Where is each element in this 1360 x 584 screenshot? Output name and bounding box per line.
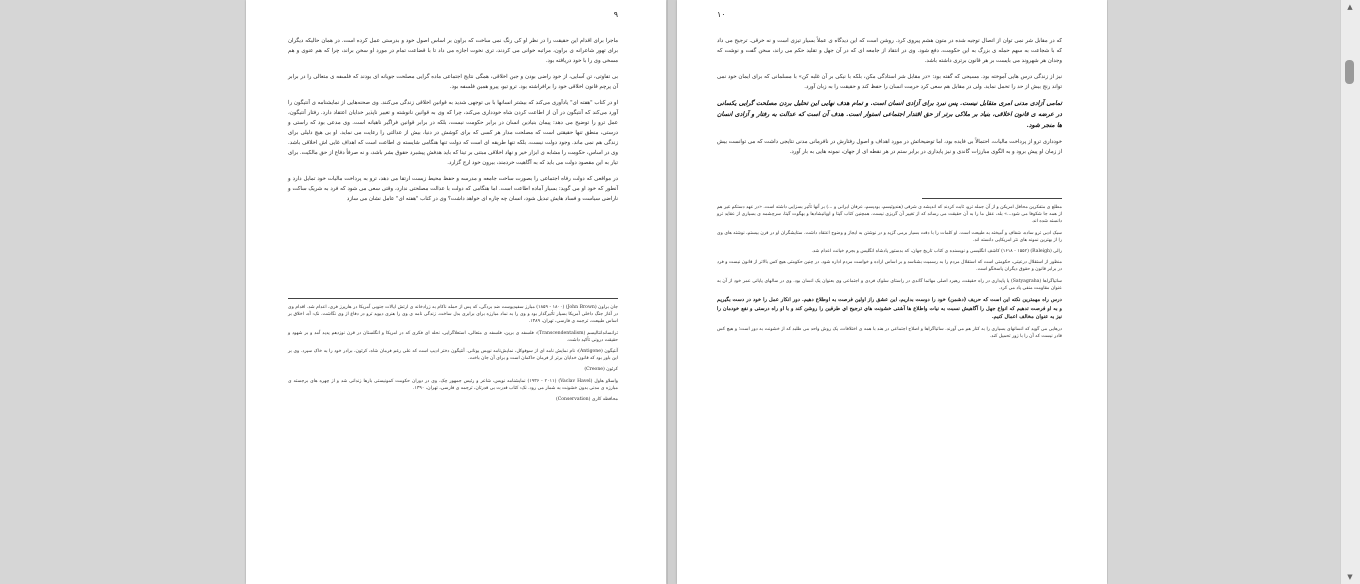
- paragraph: خودداری ترو از پرداخت مالیات، احتمالاً بی فایده بود، اما توضیحاتش در مورد اهداف و اصول رفتارش در نافرمانی مدنی نتایجی داشت که می توانست بیش از زمان او پیش برود و به الگوی مبارزات گاندی و نیز پایداری در برابر ستم در هر نقطه ای از جهان، نمونه هایی به بار آورد.: [717, 139, 1062, 155]
- footnote: آنتیگون (Antigone): نام نمایش نامه ای از سوفوکل، نمایش‌نامه نویس یونانی. آنتیگون دختر ادیپ است که علی رغم فرمان شاه، کرئون، برادر خود را به خاک سپرد. وی بر این باور بود که قانون خدایان برتر از فرمان حاکمان است و برای آن جان باخت.: [288, 349, 618, 362]
- footnote: جان براون (John Brown) (۱۸۵۹ - ۱۸۰۰) مبارز سفیدپوست ضد بردگی، که پس از حمله ناکام به زرادخانه ی ارتش ایالات جنوبی آمریکا در هارپرز فری، اعدام شد. اقدام وی در آغاز جنگ داخلی آمریکا بسیار تأثیرگذار بود و وی را به نماد مبارزه برای برابری بدل ساخت. زندگی نامه ی وی را هنری دیوید ترو در دفاع از وی نگاشت. نک: آه، اخلاق بر اساس طبیعت، ترجمه ی فارسی، تهران، ۱۳۸۹.: [288, 305, 618, 325]
- footnote: ترانساندانتالیسم (Transcendentalism): فلسفه ی برین، فلسفه ی متعالی، استعلاگرایی، نحله ای فکری که در امریکا و انگلستان در قرن نوزدهم پدید آمد و بر شهود و حقیقت درونی تأکید داشت.: [288, 330, 618, 343]
- scroll-up-arrow-icon[interactable]: ▲: [1347, 3, 1353, 11]
- footnote: ساتیاگراها (Satyagraha) یا پایداری در راه حقیقت، رهبرد اصلی مهاتما گاندی در راستای سلوک فردی و اجتماعی وی بعنوان یک انسان بود. وی در سالهای پایانی عمر خود از آن به عنوان مقاومت منفی یاد می کرد.: [717, 278, 1062, 291]
- footnote: رالی (Raleigh) (۱۶۱۸ - ۱۵۵۲) کاشف انگلیسی و نویسنده ی کتاب تاریخ جهان، که بدستور پادشاه انگلیس و بجرم خیانت اعدام شد.: [811, 249, 1062, 255]
- paragraph: که در مقابل شر نمی توان از اتصال توجیه شده در متون هشم پیروی کرد. روشن است که این دیدگاه ی عملاً بسیار تیزی است و نه خرقی. ترجیح می داد که با شجاعت به سهم حمله ی بزرگ به این حکومت، دفع شود. وی در انتقاد از جامعه ای که در آن جهل و تقلید حکم می راند، سخن گفت و نوشت که وجدان هر شهروند می بایست بر هر قانون برتری داشته باشد.: [717, 38, 1062, 64]
- document-page-9: [246, 0, 666, 584]
- viewer-background-left: [0, 0, 245, 584]
- paragraph: ماجرا برای اقدام این حقیقت را در نظر او کی رنگ نمی ساخت که براون بر اساس اصول خود و بدرستی عمل کرده است. در همان حالیکه دیگران برای تهور شاعرانه ی براون، مراتبه خوانی می کردند، تری نخوت اجازه می داد تا با قضاعت تمام در مورد او سخن براند، چرا که هم عنوی و هم مسخی وی را با خود دریافته بود.: [288, 38, 618, 64]
- scrollbar-thumb[interactable]: [1345, 60, 1354, 84]
- page-number: ۱۰: [717, 10, 726, 19]
- footnotes: [717, 204, 1062, 344]
- footnote-separator: [922, 198, 1062, 199]
- footnote: محافظه کاری (Conservation): [555, 397, 618, 403]
- body-text: [288, 36, 618, 210]
- footnote: منظور از استقلال درعیتی، حکومتی است که استقلال مردم را به رسمیت بشناسد و بر اساس اراده و خواست مردم اداره شود. در چنین حکومتی هیچ کس بالاتر از قانون نیست و فرد در برابر قانون و حقوق دیگران پاسخگو است.: [717, 260, 1062, 273]
- emphasized-paragraph: تمامی آزادی مدنی امری متقابل نیست. پس نبرد برای آزادی انسان است. و تمام هدف نهایی این تحلیل بردن مصلحت گرایی یکسانی در عرضه ی قانون اخلاقی، بنیاد بر ملاکی برتر از حق اقتدار اجتماعی استوار است. هدف آن است که عدالت به رفتار و آزادی انسان ها منجر شود.: [717, 100, 1062, 129]
- paragraph: نیز از زندگی درس هایی آموخته بود. مسیحی که گفته بود: «در مقابل شر استادگی مکن، بلکه با نیکی بر آن غلبه کن» با مسلمانی که برای ایمان خود نمی تواند رنج بیش از حد را تحمل نماید. ولی در مقابل هم سعی کرد حرمت انسان را حفظ کند و حقیقت را به زبان آورد.: [717, 74, 1062, 90]
- footnote: واسلاو هاول (Vaclav Havel) (۱۹۳۶ - ۲۰۱۱) نمایشنامه نویس، شاعر و رئیس جمهور چک. وی در دوران حکومت کمونیستی بارها زندانی شد و از چهره های برجسته ی مبارزه ی مدنی بدون خشونت به شمار می رود. نک: کتاب قدرت بی قدرتان، ترجمه ی فارسی، تهران، ۱۳۹۰.: [288, 378, 618, 391]
- paragraph: او در کتاب "هفته ای" یادآوری می‌کند که بیشتر انسانها با بی توجهی شدید به قوانین اخلاقی زندگی می‌کنند. وی صحنه‌هایی از نمایشنامه ی آنتیگون را آورد می‌کند که آنتیگون در آن از اطاعت کردن شاه خودداری می‌کند، چرا که وی به قوانین نانوشته و تغییر ناپذیر خدایان اعتقاد دارد. رفتار آنتیگون، عمل ترو را توضیح می دهد: پیمان بنیادین انسان در برابر حکومت نیست، بلکه در برابر قوانین فراگیر ناهیانه است. وی مدعی بود که راستی و درستی، منطق تنها حقیقتی است که مصلحت مدار هر کسی که برای کوشش در دنیا، بیش از عدالتی را رعایت می نماید. او بی هیچ دلیلی برای زندگی هم نمی ماند. وجود دولت نیست، بلکه تنها طریقه ای است که دولت تنها هنگامی شایسته ی اطاعت است که اهداف غایی اش اخلاقی باشد. وی در اساس، حکومت را مشابه ی ابزار خیر و نهاد اخلاقی مبتنی بر تینا که باید هدفش پیشبرد حقوق بشر باشد، و نه صرفاً دفاع از حق مالکیت. برای تیار به این مقصود دولت می باید که به آگاهیت خردمند، بیرون خود ارج گزارد.: [288, 100, 618, 166]
- scroll-down-arrow-icon[interactable]: ▼: [1347, 573, 1353, 581]
- paragraph: در مواقعی که دولت رفاه اجتماعی را بصورت ساخت جامعه و مدرسه و حفظ محیط زیست ارتقا می دهد، ترو به پرداخت مالیات خود تمایل دارد و آنطور که خود او می گوید: بسیار آماده اطاعت است. اما هنگامی که دولت با عدالت مصلحتی ندارد، وقتی سعی می شود که فرد به شریک ساکت و ناراضی سیاست و فساد هایش تبدیل شود، انسان چه چاره ای خواهد داشت؟ وی در کتاب "هفته ای" عامل نشان می سازد: [288, 176, 618, 202]
- footnote: کرئون (Creone): [584, 367, 618, 373]
- document-page-10: [677, 0, 1107, 584]
- footnote-separator: [288, 298, 618, 299]
- page-number: ۹: [613, 10, 618, 19]
- footnotes: [288, 304, 618, 407]
- footnote: مطلع ی متفکرین محافل امریکن و از آن جمله ترو، ثابت کردند که اندیشه ی شرقی (هندوئیسم، بودیسم، عرفان ایرانی و ...) بر آنها تأثیر بسزایی داشته است. «در عهد دستکم غیر هم از همه جا شکوفا می شود...» بله، عقل ما را به آن حقیقت می رساند که از تغییر آن گریزی نیست. همچنین کتاب گیتا و اوپانیشادها و بهگوت گیتا، سرچشمه ی بسیاری از عقاید ترو دانسته شده اند.: [717, 205, 1062, 225]
- body-text: [717, 36, 1062, 163]
- paragraph: بی تفاوتی، تن آسایی، از خود راضی بودن و جبن اخلاقی، همگی نتایج اجتماعی ماده گرایی مصلحت جویانه ای بودند که فلسفه ی متعالی را در برابر آن پرچم قانون اخلاقی خود را برافراشته بود. ترو تیو، پیرو همین فلسفه بود.: [288, 74, 618, 90]
- viewer-background-right: [1108, 0, 1340, 584]
- emphasized-footnote: درس راه مهمترین نکته این است که حریف (دشمن) خود را دوست بداریم، این عشق راز اولین فرصت به اوطلاع دهیم. دور انکار عمل را خود در دست بگیریم و به او فرصت تدهیم که انواع جهل را آگاهیش نسبت به نیات واطلاع ها آشتی خشونت هاي ترجیح اي طرفین را روشن کند و با او راه درستی و نفع خودمان را نیز به عنوان مخالف اعمال کنیم.: [717, 297, 1062, 321]
- vertical-scrollbar[interactable]: [1340, 0, 1360, 584]
- footnote: درهایی می گوید که انسانهای بسیاری را به کنار هم می آورند. ساتیاگراها و اصلاح اجتماعی در هند با همه ی اختلافات، یک روش واحد می طلبد که از خشونت به دور است؛ و هیچ کس قادر نیست که آن را با زور تحمیل کند.: [717, 326, 1062, 339]
- footnote: سبک ادبی ترو ساده، شفاف و آمیخته به طبیعت است. او کلمات را با دقت بسیار برمی گزید و در نوشتن به ایجاز و وضوح اعتقاد داشت. ستایشگران او در قرن بیستم، نوشته های وی را از بهترین نمونه های نثر امریکایی دانسته اند.: [717, 230, 1062, 243]
